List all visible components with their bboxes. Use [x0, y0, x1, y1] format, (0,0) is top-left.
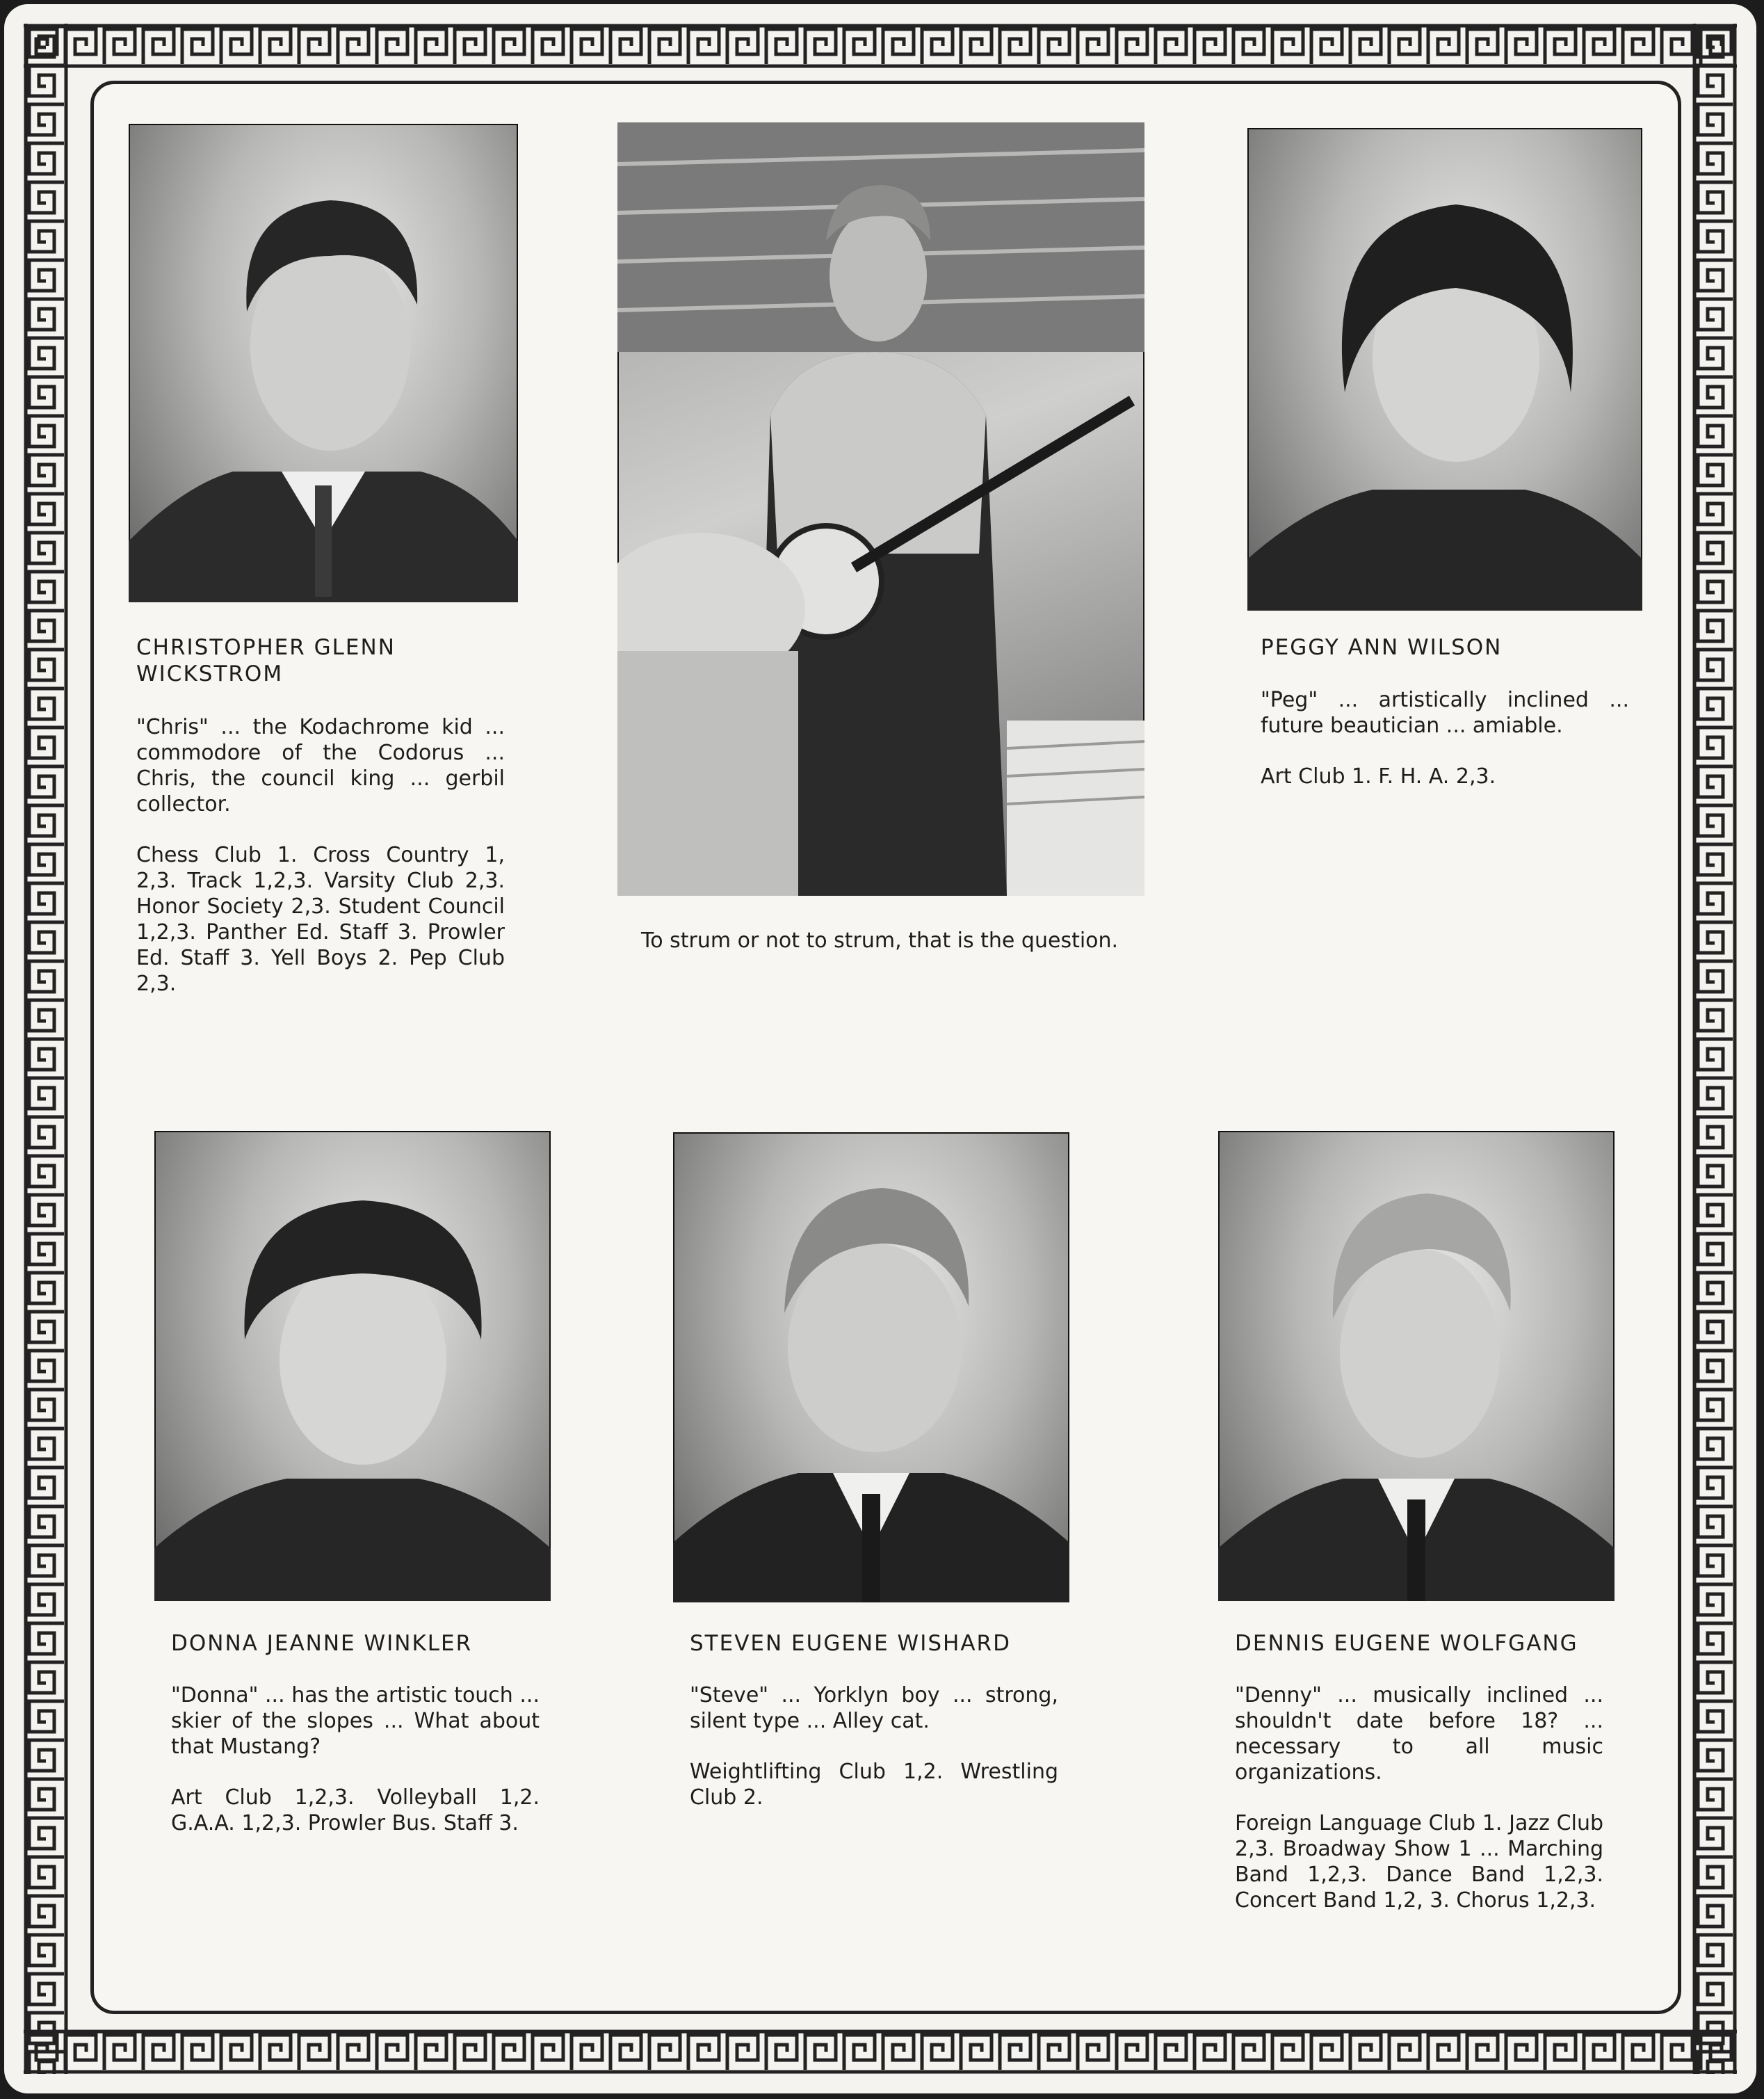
student-description — [690, 1682, 1058, 1835]
student-description — [171, 1682, 540, 1861]
portrait-christopher-wickstrom — [129, 124, 518, 602]
student-name: PEGGY ANN WILSON — [1261, 635, 1503, 660]
description-text: "Chris" ... the Kodachrome kid ... commodore of the Codorus ... Chris, the council king ... gerbil collector. — [136, 715, 505, 817]
portrait-steven-wishard — [673, 1132, 1069, 1602]
student-description — [1261, 687, 1629, 814]
activities-text: Art Club 1. F. H. A. 2,3. — [1261, 764, 1496, 789]
portrait-dennis-wolfgang — [1218, 1131, 1615, 1601]
activities-text: Art Club 1,2,3. Volleyball 1,2. G.A.A. 1,2,3. Prowler Bus. Staff 3. — [171, 1785, 540, 1835]
portrait-donna-winkler — [154, 1131, 551, 1601]
student-name: DENNIS EUGENE WOLFGANG — [1235, 1631, 1578, 1656]
activities-text: Chess Club 1. Cross Country 1, 2,3. Track 1,2,3. Varsity Club 2,3. Honor Society 2,3. Student Council 1,2,3. Panther Ed. Staff 3. Prowler Ed. Staff 3. Yell Boys 2. Pep Club 2,3. — [136, 843, 505, 996]
candid-photo-banjo — [617, 122, 1144, 896]
student-name: CHRISTOPHER GLENN WICKSTROM — [136, 635, 396, 686]
description-text: "Peg" ... artistically inclined ... future beautician ... amiable. — [1261, 688, 1629, 738]
description-text: "Steve" ... Yorklyn boy ... strong, silent type ... Alley cat. — [690, 1683, 1058, 1733]
student-name: STEVEN EUGENE WISHARD — [690, 1631, 1011, 1656]
student-description — [1235, 1682, 1603, 1938]
candid-caption: To strum or not to strum, that is the question. — [641, 928, 1119, 953]
activities-text: Weightlifting Club 1,2. Wrestling Club 2. — [690, 1760, 1058, 1810]
student-description — [136, 714, 505, 1022]
portrait-peggy-wilson — [1247, 128, 1642, 611]
student-name: DONNA JEANNE WINKLER — [171, 1631, 473, 1656]
description-text: "Denny" ... musically inclined ... shouldn't date before 18? ... necessary to all music organizations. — [1235, 1683, 1603, 1785]
yearbook-page — [4, 4, 1756, 2093]
activities-text: Foreign Language Club 1. Jazz Club 2,3. Broadway Show 1 ... Marching Band 1,2,3. Dance Band 1,2,3. Concert Band 1,2, 3. Chorus 1,2,3. — [1235, 1811, 1603, 1913]
description-text: "Donna" ... has the artistic touch ... skier of the slopes ... What about that Mustang? — [171, 1683, 540, 1759]
